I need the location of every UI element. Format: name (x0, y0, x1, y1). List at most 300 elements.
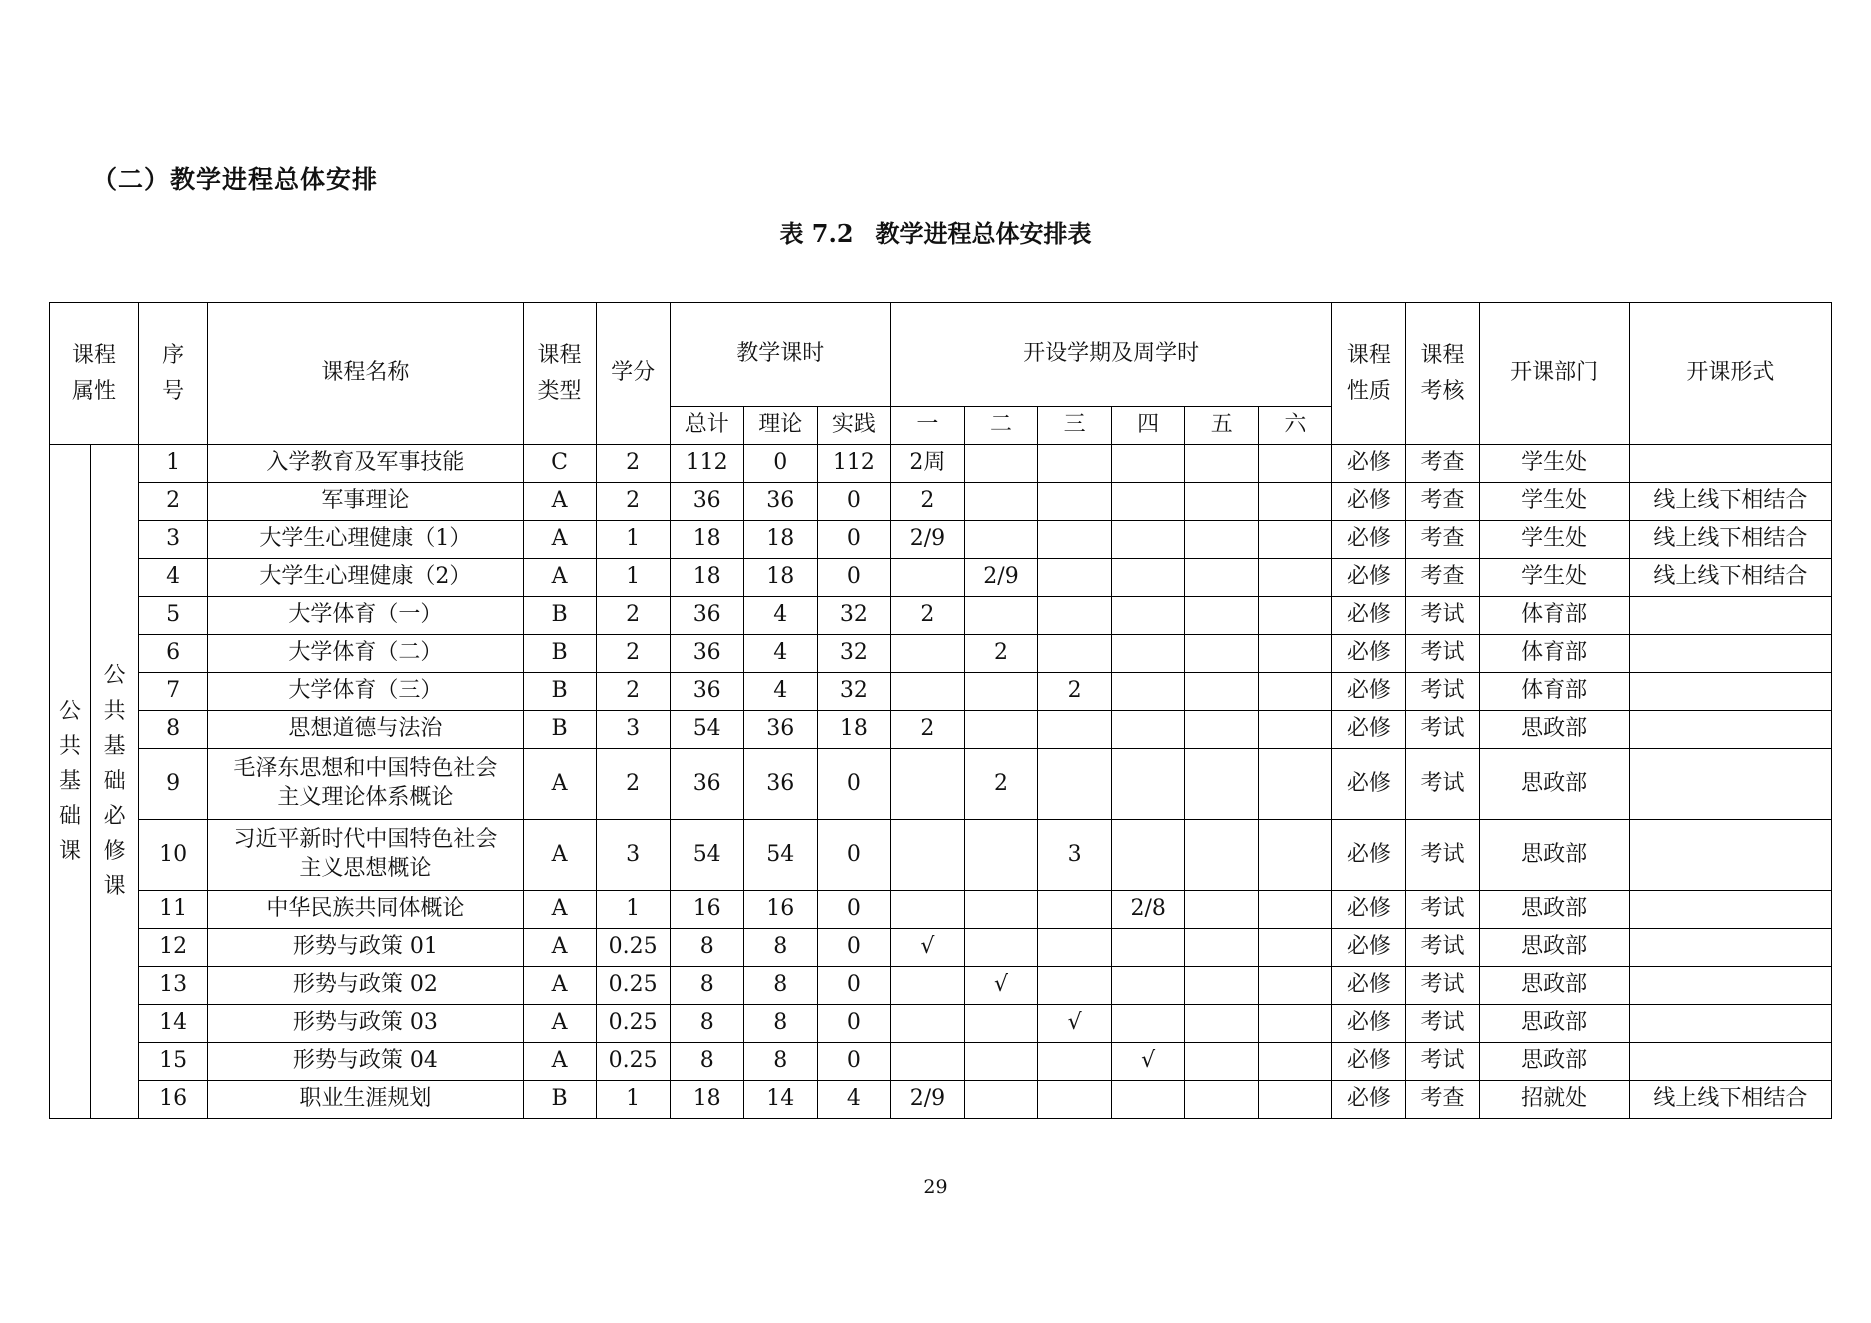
form-cell (1629, 891, 1831, 929)
semester-5-cell (1185, 635, 1259, 673)
nature-cell: 必修 (1332, 1043, 1406, 1081)
seq-cell: 7 (139, 673, 208, 711)
seq-cell: 4 (139, 559, 208, 597)
nature-cell: 必修 (1332, 521, 1406, 559)
table-caption-number: 表 7.2 (779, 219, 854, 248)
semester-2-cell (964, 673, 1037, 711)
seq-cell: 12 (139, 929, 208, 967)
hours-practice-cell: 0 (817, 929, 890, 967)
attribute-sub-label: 公共基础必修课 (103, 663, 126, 900)
seq-cell: 3 (139, 521, 208, 559)
table-row (50, 673, 1832, 711)
semester-2-cell: 2 (964, 635, 1037, 673)
semester-4-cell (1112, 559, 1185, 597)
semester-3-cell (1038, 1043, 1112, 1081)
form-cell (1629, 711, 1831, 749)
hours-total-cell: 36 (670, 483, 743, 521)
dept-cell: 思政部 (1479, 967, 1629, 1005)
credit-cell: 1 (596, 559, 670, 597)
form-cell (1629, 967, 1831, 1005)
hours-practice-cell: 112 (817, 445, 890, 483)
hours-theory-cell: 14 (743, 1081, 817, 1119)
semester-1-cell: 2/9 (890, 521, 964, 559)
header-semester-6: 六 (1259, 407, 1332, 445)
course-type-cell: A (523, 483, 596, 521)
table-body (50, 445, 1832, 1119)
header-attribute-label: 课程 属性 (72, 343, 117, 404)
semester-1-cell (890, 635, 964, 673)
table-caption (0, 214, 1871, 249)
hours-practice-cell: 32 (817, 597, 890, 635)
credit-cell: 2 (596, 749, 670, 820)
hours-practice-cell: 0 (817, 521, 890, 559)
hours-practice-cell: 0 (817, 1043, 890, 1081)
semester-2-cell (964, 483, 1037, 521)
assessment-cell: 考试 (1406, 749, 1479, 820)
hours-practice-cell: 0 (817, 967, 890, 1005)
nature-cell: 必修 (1332, 749, 1406, 820)
hours-theory-cell: 0 (743, 445, 817, 483)
semester-4-cell (1112, 711, 1185, 749)
table-row (50, 1005, 1832, 1043)
semester-4-cell (1112, 749, 1185, 820)
hours-practice-cell: 0 (817, 559, 890, 597)
semester-2-cell (964, 597, 1037, 635)
semester-6-cell (1259, 929, 1332, 967)
semester-2-cell: 2/9 (964, 559, 1037, 597)
semester-6-cell (1259, 597, 1332, 635)
hours-practice-cell: 32 (817, 673, 890, 711)
hours-theory-cell: 18 (743, 521, 817, 559)
hours-practice-cell: 0 (817, 891, 890, 929)
semester-5-cell (1185, 711, 1259, 749)
hours-practice-cell: 0 (817, 820, 890, 891)
seq-cell: 14 (139, 1005, 208, 1043)
dept-cell: 思政部 (1479, 820, 1629, 891)
header-hours-group: 教学课时 (670, 303, 890, 407)
hours-total-cell: 36 (670, 597, 743, 635)
dept-cell: 体育部 (1479, 673, 1629, 711)
header-attribute (50, 303, 139, 445)
hours-total-cell: 36 (670, 635, 743, 673)
course-name-cell: 大学体育（一） (208, 597, 523, 635)
hours-total-cell: 18 (670, 1081, 743, 1119)
table-row (50, 1043, 1832, 1081)
form-cell (1629, 929, 1831, 967)
hours-practice-cell: 0 (817, 483, 890, 521)
hours-total-cell: 54 (670, 820, 743, 891)
table-row (50, 820, 1832, 891)
semester-5-cell (1185, 749, 1259, 820)
course-name-cell (208, 749, 523, 820)
header-semester-2: 二 (964, 407, 1037, 445)
semester-1-cell (890, 673, 964, 711)
course-name-cell: 入学教育及军事技能 (208, 445, 523, 483)
semester-4-cell (1112, 1005, 1185, 1043)
semester-5-cell (1185, 1005, 1259, 1043)
hours-theory-cell: 4 (743, 597, 817, 635)
course-name-cell: 形势与政策 04 (208, 1043, 523, 1081)
assessment-cell: 考试 (1406, 820, 1479, 891)
semester-4-cell (1112, 635, 1185, 673)
table-row (50, 891, 1832, 929)
semester-3-cell (1038, 521, 1112, 559)
header-semester-3: 三 (1038, 407, 1112, 445)
hours-total-cell: 8 (670, 929, 743, 967)
hours-practice-cell: 32 (817, 635, 890, 673)
nature-cell: 必修 (1332, 1081, 1406, 1119)
credit-cell: 0.25 (596, 967, 670, 1005)
assessment-cell: 考试 (1406, 929, 1479, 967)
hours-theory-cell: 8 (743, 1043, 817, 1081)
section-heading: （二）教学进程总体安排 (92, 165, 379, 194)
table-row (50, 635, 1832, 673)
table-row (50, 483, 1832, 521)
semester-2-cell (964, 891, 1037, 929)
header-hours-total: 总计 (670, 407, 743, 445)
seq-cell: 15 (139, 1043, 208, 1081)
header-semester-4: 四 (1112, 407, 1185, 445)
course-name-cell: 形势与政策 02 (208, 967, 523, 1005)
semester-4-cell (1112, 597, 1185, 635)
nature-cell: 必修 (1332, 891, 1406, 929)
nature-cell: 必修 (1332, 597, 1406, 635)
semester-4-cell: 2/8 (1112, 891, 1185, 929)
semester-6-cell (1259, 483, 1332, 521)
schedule-table (49, 302, 1832, 1119)
dept-cell: 思政部 (1479, 711, 1629, 749)
semester-5-cell (1185, 521, 1259, 559)
assessment-cell: 考试 (1406, 597, 1479, 635)
semester-2-cell (964, 521, 1037, 559)
semester-4-cell (1112, 673, 1185, 711)
semester-1-cell (890, 967, 964, 1005)
semester-6-cell (1259, 967, 1332, 1005)
semester-4-cell (1112, 483, 1185, 521)
seq-cell: 8 (139, 711, 208, 749)
credit-cell: 0.25 (596, 929, 670, 967)
course-name-cell: 大学体育（三） (208, 673, 523, 711)
dept-cell: 学生处 (1479, 445, 1629, 483)
hours-theory-cell: 4 (743, 673, 817, 711)
hours-theory-cell: 8 (743, 1005, 817, 1043)
semester-5-cell (1185, 891, 1259, 929)
course-type-cell: A (523, 749, 596, 820)
hours-theory-cell: 8 (743, 929, 817, 967)
assessment-cell: 考查 (1406, 1081, 1479, 1119)
semester-1-cell: 2 (890, 711, 964, 749)
credit-cell: 0.25 (596, 1043, 670, 1081)
semester-5-cell (1185, 673, 1259, 711)
form-cell (1629, 1043, 1831, 1081)
semester-3-cell: 3 (1038, 820, 1112, 891)
nature-cell: 必修 (1332, 445, 1406, 483)
seq-cell: 13 (139, 967, 208, 1005)
hours-practice-cell: 0 (817, 1005, 890, 1043)
seq-cell: 16 (139, 1081, 208, 1119)
semester-1-cell: 2/9 (890, 1081, 964, 1119)
semester-1-cell (890, 891, 964, 929)
form-cell (1629, 597, 1831, 635)
seq-cell: 11 (139, 891, 208, 929)
table-row (50, 749, 1832, 820)
hours-theory-cell: 36 (743, 749, 817, 820)
nature-cell: 必修 (1332, 635, 1406, 673)
semester-6-cell (1259, 521, 1332, 559)
dept-cell: 思政部 (1479, 929, 1629, 967)
semester-6-cell (1259, 891, 1332, 929)
semester-6-cell (1259, 1081, 1332, 1119)
credit-cell: 2 (596, 635, 670, 673)
form-cell (1629, 445, 1831, 483)
semester-4-cell (1112, 929, 1185, 967)
assessment-cell: 考试 (1406, 967, 1479, 1005)
semester-2-cell: √ (964, 967, 1037, 1005)
semester-1-cell (890, 749, 964, 820)
header-hours-theory: 理论 (743, 407, 817, 445)
nature-cell: 必修 (1332, 1005, 1406, 1043)
attribute-sub-cell (91, 445, 139, 1119)
course-type-cell: A (523, 967, 596, 1005)
credit-cell: 1 (596, 521, 670, 559)
semester-6-cell (1259, 820, 1332, 891)
dept-cell: 思政部 (1479, 1005, 1629, 1043)
nature-cell: 必修 (1332, 820, 1406, 891)
nature-cell: 必修 (1332, 967, 1406, 1005)
semester-2-cell (964, 711, 1037, 749)
course-type-cell: A (523, 559, 596, 597)
hours-total-cell: 54 (670, 711, 743, 749)
hours-practice-cell: 0 (817, 749, 890, 820)
course-type-cell: B (523, 635, 596, 673)
credit-cell: 1 (596, 891, 670, 929)
semester-5-cell (1185, 483, 1259, 521)
hours-theory-cell: 4 (743, 635, 817, 673)
header-form: 开课形式 (1629, 303, 1831, 445)
header-type (523, 303, 596, 445)
semester-3-cell (1038, 445, 1112, 483)
semester-6-cell (1259, 749, 1332, 820)
seq-cell: 10 (139, 820, 208, 891)
semester-6-cell (1259, 1043, 1332, 1081)
seq-cell: 9 (139, 749, 208, 820)
form-cell (1629, 749, 1831, 820)
nature-cell: 必修 (1332, 673, 1406, 711)
dept-cell: 学生处 (1479, 483, 1629, 521)
semester-2-cell (964, 1043, 1037, 1081)
credit-cell: 0.25 (596, 1005, 670, 1043)
assessment-cell: 考试 (1406, 1043, 1479, 1081)
semester-1-cell (890, 1043, 964, 1081)
assessment-cell: 考试 (1406, 711, 1479, 749)
semester-6-cell (1259, 673, 1332, 711)
semester-1-cell (890, 1005, 964, 1043)
nature-cell: 必修 (1332, 483, 1406, 521)
seq-cell: 6 (139, 635, 208, 673)
semester-3-cell (1038, 635, 1112, 673)
credit-cell: 2 (596, 673, 670, 711)
course-type-cell: A (523, 891, 596, 929)
table-row (50, 929, 1832, 967)
hours-total-cell: 36 (670, 673, 743, 711)
hours-total-cell: 8 (670, 1043, 743, 1081)
semester-5-cell (1185, 820, 1259, 891)
course-name-cell: 形势与政策 01 (208, 929, 523, 967)
course-name-cell: 大学生心理健康（1） (208, 521, 523, 559)
semester-6-cell (1259, 559, 1332, 597)
header-semester-5: 五 (1185, 407, 1259, 445)
course-type-cell: B (523, 673, 596, 711)
course-type-cell: C (523, 445, 596, 483)
semester-5-cell (1185, 597, 1259, 635)
table-row (50, 445, 1832, 483)
semester-5-cell (1185, 929, 1259, 967)
semester-4-cell (1112, 445, 1185, 483)
credit-cell: 1 (596, 1081, 670, 1119)
nature-cell: 必修 (1332, 929, 1406, 967)
semester-3-cell (1038, 749, 1112, 820)
semester-6-cell (1259, 445, 1332, 483)
semester-5-cell (1185, 1043, 1259, 1081)
semester-3-cell (1038, 559, 1112, 597)
semester-5-cell (1185, 445, 1259, 483)
credit-cell: 3 (596, 711, 670, 749)
semester-2-cell (964, 1081, 1037, 1119)
credit-cell: 2 (596, 483, 670, 521)
hours-practice-cell: 18 (817, 711, 890, 749)
semester-6-cell (1259, 635, 1332, 673)
semester-5-cell (1185, 967, 1259, 1005)
hours-theory-cell: 54 (743, 820, 817, 891)
course-type-cell: A (523, 929, 596, 967)
course-name-line: 主义理论体系概论 (277, 785, 454, 810)
hours-theory-cell: 36 (743, 711, 817, 749)
course-type-cell: A (523, 820, 596, 891)
table-header (50, 303, 1832, 445)
table-row (50, 521, 1832, 559)
attribute-main-label: 公共基础课 (59, 698, 82, 865)
dept-cell: 思政部 (1479, 891, 1629, 929)
form-cell (1629, 820, 1831, 891)
hours-theory-cell: 8 (743, 967, 817, 1005)
assessment-cell: 考查 (1406, 521, 1479, 559)
semester-2-cell (964, 445, 1037, 483)
semester-6-cell (1259, 711, 1332, 749)
hours-total-cell: 8 (670, 967, 743, 1005)
table-caption-title: 教学进程总体安排表 (875, 219, 1092, 248)
nature-cell: 必修 (1332, 711, 1406, 749)
header-semester-group: 开设学期及周学时 (890, 303, 1331, 407)
course-type-cell: B (523, 1081, 596, 1119)
form-cell: 线上线下相结合 (1629, 1081, 1831, 1119)
header-assessment-label: 课程 考核 (1420, 343, 1465, 404)
assessment-cell: 考查 (1406, 559, 1479, 597)
semester-2-cell (964, 820, 1037, 891)
credit-cell: 2 (596, 445, 670, 483)
hours-total-cell: 16 (670, 891, 743, 929)
course-name-cell: 大学体育（二） (208, 635, 523, 673)
table-row (50, 711, 1832, 749)
course-type-cell: B (523, 711, 596, 749)
dept-cell: 体育部 (1479, 597, 1629, 635)
semester-4-cell (1112, 521, 1185, 559)
header-assessment (1406, 303, 1479, 445)
header-nature (1332, 303, 1406, 445)
header-credit: 学分 (596, 303, 670, 445)
header-type-label: 课程 类型 (537, 343, 582, 404)
course-name-cell (208, 820, 523, 891)
seq-cell: 1 (139, 445, 208, 483)
course-name-line: 习近平新时代中国特色社会 (233, 827, 498, 853)
credit-cell: 3 (596, 820, 670, 891)
semester-4-cell (1112, 820, 1185, 891)
table-row (50, 1081, 1832, 1119)
semester-2-cell (964, 1005, 1037, 1043)
hours-theory-cell: 18 (743, 559, 817, 597)
semester-3-cell: 2 (1038, 673, 1112, 711)
table-row (50, 597, 1832, 635)
assessment-cell: 考试 (1406, 635, 1479, 673)
header-seq-label: 序 号 (162, 343, 185, 404)
semester-3-cell (1038, 711, 1112, 749)
semester-2-cell (964, 929, 1037, 967)
hours-total-cell: 112 (670, 445, 743, 483)
assessment-cell: 考查 (1406, 445, 1479, 483)
course-type-cell: A (523, 1005, 596, 1043)
semester-3-cell (1038, 483, 1112, 521)
page-number: 29 (923, 1176, 948, 1198)
semester-1-cell: 2 (890, 597, 964, 635)
semester-1-cell: 2 (890, 483, 964, 521)
header-name: 课程名称 (208, 303, 523, 445)
semester-4-cell: √ (1112, 1043, 1185, 1081)
semester-3-cell (1038, 929, 1112, 967)
semester-3-cell (1038, 967, 1112, 1005)
form-cell: 线上线下相结合 (1629, 521, 1831, 559)
course-type-cell: B (523, 597, 596, 635)
assessment-cell: 考查 (1406, 483, 1479, 521)
attribute-main-cell (50, 445, 91, 1119)
semester-1-cell (890, 559, 964, 597)
course-name-cell: 大学生心理健康（2） (208, 559, 523, 597)
header-dept: 开课部门 (1479, 303, 1629, 445)
table-row (50, 559, 1832, 597)
semester-1-cell (890, 820, 964, 891)
form-cell: 线上线下相结合 (1629, 559, 1831, 597)
semester-6-cell (1259, 1005, 1332, 1043)
course-name-line: 主义思想概论 (299, 856, 432, 881)
semester-4-cell (1112, 1081, 1185, 1119)
header-seq (139, 303, 208, 445)
course-name-cell: 形势与政策 03 (208, 1005, 523, 1043)
course-name-cell: 思想道德与法治 (208, 711, 523, 749)
course-name-cell: 军事理论 (208, 483, 523, 521)
nature-cell: 必修 (1332, 559, 1406, 597)
semester-3-cell (1038, 891, 1112, 929)
form-cell (1629, 1005, 1831, 1043)
dept-cell: 思政部 (1479, 749, 1629, 820)
hours-total-cell: 18 (670, 521, 743, 559)
header-nature-label: 课程 性质 (1346, 343, 1391, 404)
hours-total-cell: 8 (670, 1005, 743, 1043)
semester-3-cell (1038, 597, 1112, 635)
header-hours-practice: 实践 (817, 407, 890, 445)
semester-3-cell: √ (1038, 1005, 1112, 1043)
hours-theory-cell: 36 (743, 483, 817, 521)
assessment-cell: 考试 (1406, 1005, 1479, 1043)
semester-1-cell: √ (890, 929, 964, 967)
semester-2-cell: 2 (964, 749, 1037, 820)
